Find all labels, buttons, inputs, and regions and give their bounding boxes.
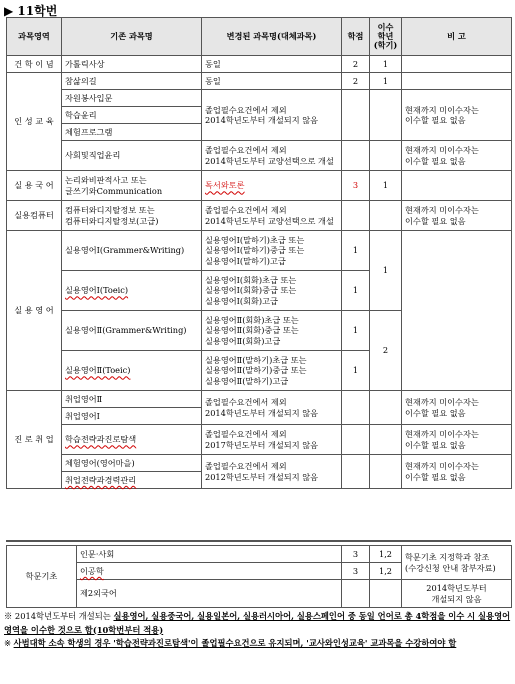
remark-cell [402, 56, 512, 73]
credit-cell: 3 [342, 171, 370, 201]
old-course-cell: 실용영어Ⅱ(Grammer&Writing) [62, 311, 202, 351]
table-row [7, 201, 512, 231]
old-course-cell: 실용영어Ⅰ(Toeic) [62, 271, 202, 311]
credit-cell [342, 90, 370, 141]
footnote-2-emphasis: 사범대학 소속 학생의 경우 '학습전략과진로탐색'이 졸업필수요건으로 유지되며, '교사와인성교육' 교과목을 수강하여야 함 [13, 638, 457, 648]
semester-cell: 2 [370, 311, 402, 391]
old-course-cell: 실용영어Ⅰ(Grammer&Writing) [62, 231, 202, 271]
page-heading: ▶ 11학번 [4, 4, 58, 18]
semester-cell: 1 [370, 73, 402, 90]
course-cell: 제2외국어 [77, 580, 342, 608]
header-remark: 비 고 [402, 18, 512, 56]
semester-cell [370, 580, 402, 608]
header-semester: 이수 학년 (학기) [370, 18, 402, 56]
old-course-cell: 학습윤리 [62, 107, 202, 124]
new-course-cell: 동일 [202, 73, 342, 90]
remark-cell: 현재까지 미이수자는 이수할 필요 없음 [402, 90, 512, 141]
header-credits: 학점 [342, 18, 370, 56]
table-row [7, 425, 512, 455]
remark-cell [402, 171, 512, 201]
section-divider [6, 540, 511, 542]
old-course-cell: 컴퓨터와디지탈정보 또는 컴퓨터와디지탈정보(고급) [62, 201, 202, 231]
semester-cell [370, 90, 402, 141]
new-course-cell: 실용영어Ⅰ(회화)초급 또는 실용영어Ⅰ(회화)중급 또는 실용영어Ⅰ(회화)고급 [202, 271, 342, 311]
credit-cell: 2 [342, 56, 370, 73]
new-course-cell: 졸업필수요건에서 제외 2014학년도부터 개설되지 않음 [202, 391, 342, 425]
semester-cell [370, 141, 402, 171]
credit-cell [342, 141, 370, 171]
new-course-cell: 실용영어Ⅱ(말하기)초급 또는 실용영어Ⅱ(말하기)중급 또는 실용영어Ⅱ(말하기)고급 [202, 351, 342, 391]
new-course-cell: 독서와토론 [202, 171, 342, 201]
header-old: 기존 과목명 [62, 18, 202, 56]
area-cell: 실 용 국 어 [7, 171, 62, 201]
credit-cell: 1 [342, 311, 370, 351]
semester-cell [370, 201, 402, 231]
table-row [7, 580, 512, 608]
remark-cell: 학문기초 지정학과 참조 (수강신청 안내 참부자료) [402, 546, 512, 580]
table-row [7, 231, 512, 271]
table-row [7, 90, 512, 107]
credit-cell [342, 391, 370, 425]
foundation-table [6, 545, 512, 608]
old-course-cell: 사회및직업윤리 [62, 141, 202, 171]
old-course-cell: 논리와비판적사고 또는 글쓰기와Communication [62, 171, 202, 201]
area-cell: 진 로 취 업 [7, 391, 62, 489]
table-row [7, 73, 512, 90]
area-cell: 학문기초 [7, 546, 77, 608]
footnote-2 [4, 637, 512, 651]
credit-cell: 1 [342, 351, 370, 391]
table-row [7, 455, 512, 472]
new-course-cell: 실용영어Ⅱ(회화)초급 또는 실용영어Ⅱ(회화)중급 또는 실용영어Ⅱ(회화)고급 [202, 311, 342, 351]
remark-cell: 2014학년도부터 개설되지 않음 [402, 580, 512, 608]
table-row [7, 141, 512, 171]
semester-cell [370, 425, 402, 455]
credit-cell [342, 455, 370, 489]
old-course-cell: 체험프로그램 [62, 124, 202, 141]
semester-cell: 1,2 [370, 546, 402, 563]
old-course-cell: 취업전략과경력관리 [62, 472, 202, 489]
credit-cell [342, 580, 370, 608]
old-course-cell: 참삶의길 [62, 73, 202, 90]
header-area: 과목영역 [7, 18, 62, 56]
semester-cell: 1 [370, 171, 402, 201]
new-course-cell: 실용영어Ⅰ(말하기)초급 또는 실용영어Ⅰ(말하기)중급 또는 실용영어Ⅰ(말하기)고급 [202, 231, 342, 271]
old-course-cell: 자원봉사입문 [62, 90, 202, 107]
semester-cell [370, 391, 402, 425]
credit-cell: 1 [342, 271, 370, 311]
course-cell: 인문·사회 [77, 546, 342, 563]
table-row [7, 56, 512, 73]
header-new: 변경된 과목명(대체과목) [202, 18, 342, 56]
area-cell: 실 용 영 어 [7, 231, 62, 391]
curriculum-table [6, 17, 512, 489]
area-cell: 건 학 이 념 [7, 56, 62, 73]
remark-cell: 현재까지 미이수자는 이수할 필요 없음 [402, 391, 512, 425]
new-course-cell: 졸업필수요건에서 제외 2017학년도부터 개설되지 않음 [202, 425, 342, 455]
credit-cell: 2 [342, 73, 370, 90]
footnote-2-prefix: ※ [4, 638, 14, 648]
credit-cell: 3 [342, 563, 370, 580]
new-course-cell: 동일 [202, 56, 342, 73]
credit-cell [342, 425, 370, 455]
credit-cell: 1 [342, 231, 370, 271]
new-course-cell: 졸업필수요건에서 제외 2014학년도부터 개설되지 않음 [202, 90, 342, 141]
credit-cell [342, 201, 370, 231]
credit-cell: 3 [342, 546, 370, 563]
table-header-row [7, 18, 512, 56]
remark-cell [402, 231, 512, 391]
area-cell: 인 성 교 육 [7, 73, 62, 171]
remark-cell: 현재까지 미이수자는 이수할 필요 없음 [402, 201, 512, 231]
table-row [7, 546, 512, 563]
semester-cell: 1 [370, 231, 402, 311]
footnote-1-emphasis: 실용영어, 실용중국어, 실용일본어, 실용러시아어, 실용스페인어 중 동일 언어로 총 4학점을 이수 시 실용영어 영역을 이수한 것으로 함(10학번부터 적용) [4, 611, 511, 635]
table-row [7, 171, 512, 201]
semester-cell: 1,2 [370, 563, 402, 580]
remark-cell: 현재까지 미이수자는 이수할 필요 없음 [402, 425, 512, 455]
remark-cell: 현재까지 미이수자는 이수할 필요 없음 [402, 141, 512, 171]
footnote-1-prefix: ※ 2014학년도부터 개설되는 [4, 611, 114, 621]
footnotes [4, 610, 512, 651]
old-course-cell: 학습전략과진로탐색 [62, 425, 202, 455]
old-course-cell: 취업영어Ⅱ [62, 391, 202, 408]
old-course-cell: 체험영어(영어마을) [62, 455, 202, 472]
semester-cell [370, 455, 402, 489]
area-cell: 실용컴퓨터 [7, 201, 62, 231]
old-course-cell: 취업영어Ⅰ [62, 408, 202, 425]
old-course-cell: 실용영어Ⅱ(Toeic) [62, 351, 202, 391]
semester-cell: 1 [370, 56, 402, 73]
remark-cell [402, 73, 512, 90]
new-course-cell: 졸업필수요건에서 제외 2014학년도부터 교양선택으로 개설 [202, 141, 342, 171]
table-row [7, 391, 512, 408]
new-course-cell: 졸업필수요건에서 제외 2012학년도부터 개설되지 않음 [202, 455, 342, 489]
old-course-cell: 가톨릭사상 [62, 56, 202, 73]
remark-cell: 현재까지 미이수자는 이수할 필요 없음 [402, 455, 512, 489]
footnote-1 [4, 610, 512, 637]
new-course-cell: 졸업필수요건에서 제외 2014학년도부터 교양선택으로 개설 [202, 201, 342, 231]
course-cell: 이공학 [77, 563, 342, 580]
